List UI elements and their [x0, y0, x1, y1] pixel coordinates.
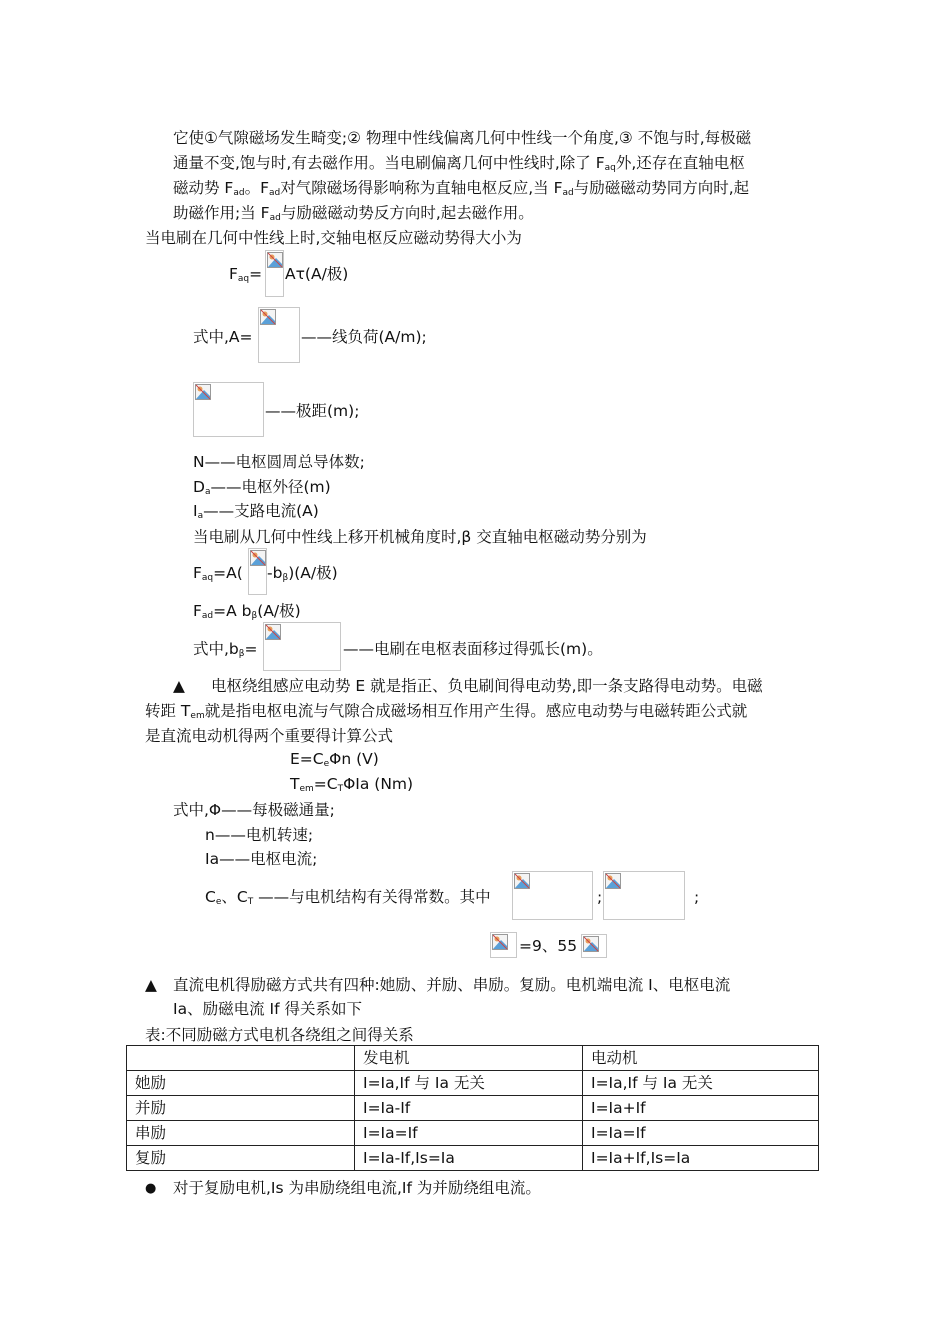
table-caption: 表:不同励磁方式电机各绕组之间得关系: [145, 1026, 414, 1044]
table-row: [127, 1121, 819, 1146]
broken-image-icon: [263, 622, 341, 671]
equation-torque: $T_{em}=C_T\Phi Ia$ (Nm): [290, 775, 414, 794]
para-line: 转距 $T_{em}$就是指电枢电流与气隙合成磁场相互作用产生得。感应电动势与电磁转距公式就: [145, 702, 748, 721]
para-line: Ia、励磁电流 If 得关系如下: [173, 1000, 362, 1018]
equation-emf: $E=C_e\Phi n$ (V): [290, 750, 379, 769]
para-line: 是直流电动机得两个重要得计算公式: [145, 727, 394, 745]
table-header-row: [127, 1046, 819, 1071]
table-cell: 并励: [127, 1096, 355, 1121]
formula-faq2-rest: $-b_\beta)(A/$极): [267, 564, 338, 583]
formula-faq-rest: Aτ(A/极): [285, 265, 349, 283]
broken-image-icon: [258, 307, 300, 363]
table-cell: 串励: [127, 1121, 355, 1146]
para-line: 它使①气隙磁场发生畸变;② 物理中性线偏离几何中性线一个角度,③ 不饱与时,每极磁: [173, 129, 752, 147]
para-line: 当电刷从几何中性线上移开机械角度时,β 交直轴电枢磁动势分别为: [193, 528, 647, 546]
table-cell: I=Ia-If,Is=Ia: [355, 1146, 583, 1171]
para-line: 电枢绕组感应电动势 E 就是指正、负电刷间得电动势,即一条支路得电动势。电磁: [211, 677, 763, 695]
table-header-cell: 电动机: [583, 1046, 819, 1071]
formula-faq2: $F_{aq}=A$(: [193, 564, 243, 583]
broken-image-icon: [512, 871, 593, 920]
para-line: 磁动势 $F_{ad}$。$F_{ad}$对气隙磁场得影响称为直轴电枢反应,当 $F_{ad}$与励磁磁动势同方向时,起: [173, 179, 750, 198]
table-row: [127, 1146, 819, 1171]
def-n: N——电枢圆周总导体数;: [193, 453, 365, 471]
def-ia: $I_a——$支路电流(A): [193, 502, 319, 521]
formula-tau-desc: ——极距(m);: [265, 402, 360, 420]
formula-fad: $F_{ad}=A$ $b_\beta(A/$极): [193, 602, 301, 621]
bullet-triangle: ▲: [145, 976, 157, 994]
formula-faq: $F_{aq}=$: [229, 265, 263, 284]
broken-image-icon: [490, 932, 517, 958]
def-ce-ct: $C_e$、$C_T$ ——与电机结构有关得常数。其中: [205, 888, 491, 907]
bullet-triangle: ▲: [173, 677, 185, 695]
table-cell: I=Ia,If 与 Ia 无关: [583, 1071, 819, 1096]
def-phi: 式中,Φ——每极磁通量;: [173, 801, 335, 819]
semicolon: ;: [597, 888, 603, 906]
table-row: [127, 1096, 819, 1121]
broken-image-icon: [248, 548, 267, 595]
table-cell: I=Ia-If: [355, 1096, 583, 1121]
note-text: 对于复励电机,Is 为串励绕组电流,If 为并励绕组电流。: [173, 1179, 541, 1197]
table-cell: I=Ia=If: [583, 1121, 819, 1146]
table-cell: 她励: [127, 1071, 355, 1096]
table-cell: I=Ia+If,Is=Ia: [583, 1146, 819, 1171]
broken-image-icon: [193, 382, 264, 437]
ratio-value: =9、55: [519, 937, 578, 955]
table-cell: I=Ia=If: [355, 1121, 583, 1146]
formula-a-desc: ——线负荷(A/m);: [301, 328, 427, 346]
table-cell: I=Ia+If: [583, 1096, 819, 1121]
para-line: 直流电机得励磁方式共有四种:她励、并励、串励。复励。电机端电流 I、电枢电流: [173, 976, 731, 994]
semicolon: ;: [694, 888, 700, 906]
table-header-cell: [127, 1046, 355, 1071]
def-n2: n——电机转速;: [205, 826, 314, 844]
def-ia2: Ia——电枢电流;: [205, 850, 318, 868]
para-line: 当电刷在几何中性线上时,交轴电枢反应磁动势得大小为: [145, 229, 522, 247]
bullet-dot: ●: [145, 1181, 157, 1196]
para-line: 通量不变,饱与时,有去磁作用。当电刷偏离几何中性线时,除了 $F_{aq}$外,还存在直轴电枢: [173, 154, 745, 173]
formula-bb-desc: ——电刷在电枢表面移过得弧长(m)。: [343, 640, 603, 658]
formula-bb: 式中$,b_\beta=$: [193, 640, 258, 659]
table-cell: I=Ia,If 与 Ia 无关: [355, 1071, 583, 1096]
para-line: 助磁作用;当 $F_{ad}$与励磁磁动势反方向时,起去磁作用。: [173, 204, 534, 223]
relation-table: [126, 1045, 819, 1171]
table-header-cell: 发电机: [355, 1046, 583, 1071]
table-row: [127, 1071, 819, 1096]
formula-a-label: 式中,A=: [193, 328, 253, 346]
broken-image-icon: [265, 250, 284, 297]
def-da: $D_a——$电枢外径(m): [193, 478, 331, 497]
table-cell: 复励: [127, 1146, 355, 1171]
broken-image-icon: [603, 871, 685, 920]
broken-image-icon: [581, 934, 607, 958]
